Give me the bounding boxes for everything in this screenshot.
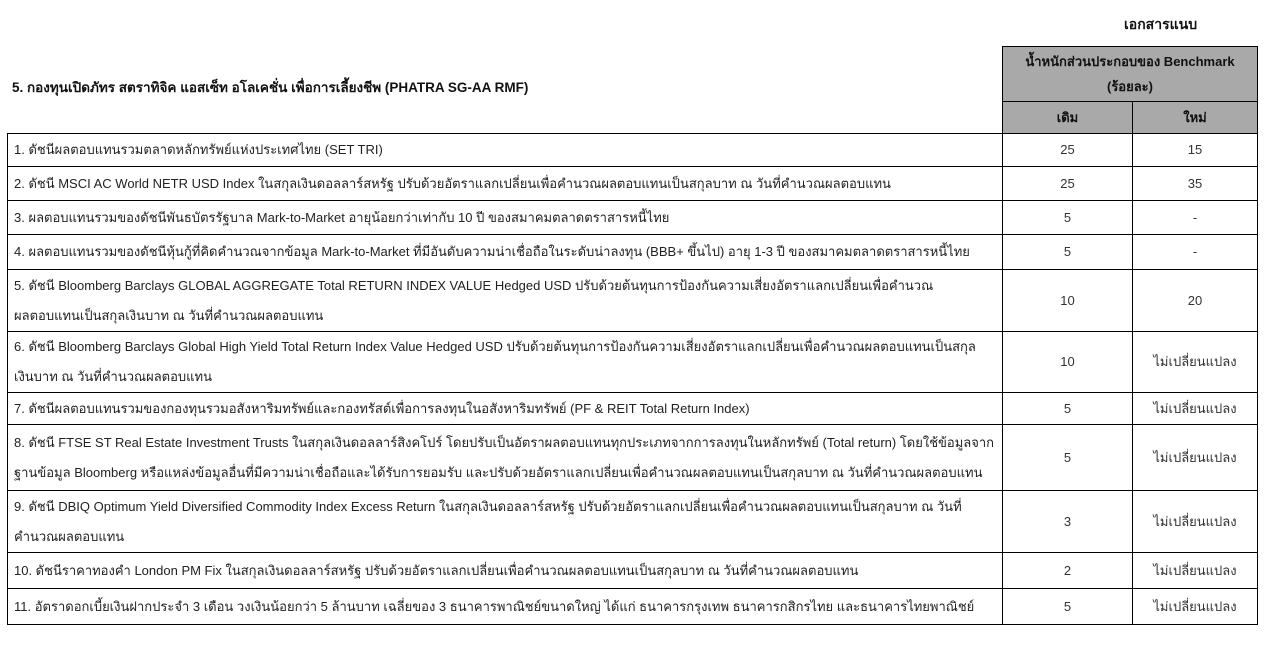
row-description xyxy=(8,332,1003,393)
fund-title: 5. กองทุนเปิดภัทร สตราทิจิค แอสเซ็ท อโลเคชั่น เพื่อการเลี้ยงชีพ (PHATRA SG-AA RMF) xyxy=(12,80,529,95)
row-old-weight: 5 xyxy=(1003,425,1133,491)
row-description xyxy=(8,425,1003,491)
benchmark-weight-header-line2: (ร้อยละ) xyxy=(1106,79,1153,94)
table-row xyxy=(8,589,1258,625)
table-row xyxy=(8,332,1258,393)
row-old-weight: 25 xyxy=(1003,167,1133,201)
row-description-line1: 9. ดัชนี DBIQ Optimum Yield Diversified Commodity Index Excess Return ในสกุลเงินดอลลาร์สหรัฐ ปรับด้วยอัตราแลกเปลี่ยนเพื่อคำนวณผลตอบแทนเป็นสกุลบาท ณ วันที่ xyxy=(14,498,962,514)
row-description: 7. ดัชนีผลตอบแทนรวมของกองทุนรวมอสังหาริมทรัพย์และกองทรัสต์เพื่อการลงทุนในอสังหาริมทรัพย์ (PF & REIT Total Return Index) xyxy=(8,393,1003,425)
row-description-line1: 6. ดัชนี Bloomberg Barclays Global High Yield Total Return Index Value Hedged USD ปรับด้วยต้นทุนการป้องกันความเสี่ยงอัตราแลกเปลี่ยนเพื่อคำนวณผลตอบแทนเป็นสกุล xyxy=(14,339,976,354)
column-header-old: เดิม xyxy=(1003,102,1133,134)
row-new-weight: ไม่เปลี่ยนแปลง xyxy=(1133,491,1258,553)
table-row xyxy=(8,270,1258,332)
attachment-label: เอกสารแนบ xyxy=(1124,16,1198,32)
row-old-weight: 5 xyxy=(1003,393,1133,425)
table-row xyxy=(8,235,1258,270)
row-description xyxy=(8,270,1003,332)
row-description: 2. ดัชนี MSCI AC World NETR USD Index ในสกุลเงินดอลลาร์สหรัฐ ปรับด้วยอัตราแลกเปลี่ยนเพื่อคำนวณผลตอบแทนเป็นสกุลบาท ณ วันที่คำนวณผลตอบแทน xyxy=(8,167,1003,201)
row-description: 11. อัตราดอกเบี้ยเงินฝากประจำ 3 เดือน วงเงินน้อยกว่า 5 ล้านบาท เฉลี่ยของ 3 ธนาคารพาณิชย์ขนาดใหญ่ ได้แก่ ธนาคารกรุงเทพ ธนาคารกสิกรไทย และธนาคารไทยพาณิชย์ xyxy=(8,589,1003,625)
row-description-line1: 8. ดัชนี FTSE ST Real Estate Investment Trusts ในสกุลเงินดอลลาร์สิงคโปร์ โดยปรับเป็นอัตราผลตอบแทนทุกประเภทจากการลงทุนในหลักทรัพย์ (Total return) โดยใช้ข้อมูลจาก xyxy=(14,434,995,450)
row-description xyxy=(8,491,1003,553)
row-new-weight: 15 xyxy=(1133,134,1258,167)
table-row xyxy=(8,491,1258,553)
row-old-weight: 5 xyxy=(1003,589,1133,625)
table-row xyxy=(8,134,1258,167)
row-old-weight: 3 xyxy=(1003,491,1133,553)
benchmark-weight-header-line1: น้ำหนักส่วนประกอบของ Benchmark xyxy=(1025,54,1235,69)
row-description-line2: ผลตอบแทนเป็นสกุลเงินบาท ณ วันที่คำนวณผลตอบแทน xyxy=(14,307,324,323)
row-description-line2: เงินบาท ณ วันที่คำนวณผลตอบแทน xyxy=(14,369,213,384)
row-new-weight: - xyxy=(1133,201,1258,235)
table-row xyxy=(8,553,1258,589)
benchmark-weight-header xyxy=(1003,47,1258,102)
row-new-weight: ไม่เปลี่ยนแปลง xyxy=(1133,393,1258,425)
row-new-weight: ไม่เปลี่ยนแปลง xyxy=(1133,425,1258,491)
row-new-weight: ไม่เปลี่ยนแปลง xyxy=(1133,589,1258,625)
row-description-line2: ฐานข้อมูล Bloomberg หรือแหล่งข้อมูลอื่นที่มีความน่าเชื่อถือและได้รับการยอมรับ และปรับด้วยอัตราแลกเปลี่ยนเพื่อคำนวณผลตอบแทนเป็นสกุลบาท ณ วันที่คำนวณผลตอบแทน xyxy=(14,464,983,480)
row-description-line2: คำนวณผลตอบแทน xyxy=(14,528,125,544)
row-description: 3. ผลตอบแทนรวมของดัชนีพันธบัตรรัฐบาล Mark-to-Market อายุน้อยกว่าเท่ากับ 10 ปี ของสมาคมตลาดตราสารหนี้ไทย xyxy=(8,201,1003,235)
row-old-weight: 25 xyxy=(1003,134,1133,167)
table-row xyxy=(8,167,1258,201)
table-row xyxy=(8,201,1258,235)
benchmark-table xyxy=(7,46,1258,625)
description-header-blank xyxy=(8,47,1003,134)
row-old-weight: 5 xyxy=(1003,201,1133,235)
row-description: 4. ผลตอบแทนรวมของดัชนีหุ้นกู้ที่คิดคำนวณจากข้อมูล Mark-to-Market ที่มีอันดับความน่าเชื่อถือในระดับน่าลงทุน (BBB+ ขึ้นไป) อายุ 1-3 ปี ของสมาคมตลาดตราสารหนี้ไทย xyxy=(8,235,1003,270)
table-row xyxy=(8,425,1258,491)
row-new-weight: - xyxy=(1133,235,1258,270)
row-old-weight: 10 xyxy=(1003,332,1133,393)
row-new-weight: ไม่เปลี่ยนแปลง xyxy=(1133,553,1258,589)
row-description: 10. ดัชนีราคาทองคำ London PM Fix ในสกุลเงินดอลลาร์สหรัฐ ปรับด้วยอัตราแลกเปลี่ยนเพื่อคำนวณผลตอบแทนเป็นสกุลบาท ณ วันที่คำนวณผลตอบแทน xyxy=(8,553,1003,589)
row-new-weight: 35 xyxy=(1133,167,1258,201)
table-row xyxy=(8,393,1258,425)
column-header-new: ใหม่ xyxy=(1133,102,1258,134)
row-description: 1. ดัชนีผลตอบแทนรวมตลาดหลักทรัพย์แห่งประเทศไทย (SET TRI) xyxy=(8,134,1003,167)
row-old-weight: 5 xyxy=(1003,235,1133,270)
row-description-line1: 5. ดัชนี Bloomberg Barclays GLOBAL AGGREGATE Total RETURN INDEX VALUE Hedged USD ปรับด้วยต้นทุนการป้องกันความเสี่ยงอัตราแลกเปลี่ยนเพื่อคำนวณ xyxy=(14,277,934,293)
row-new-weight: ไม่เปลี่ยนแปลง xyxy=(1133,332,1258,393)
row-old-weight: 2 xyxy=(1003,553,1133,589)
row-old-weight: 10 xyxy=(1003,270,1133,332)
row-new-weight: 20 xyxy=(1133,270,1258,332)
